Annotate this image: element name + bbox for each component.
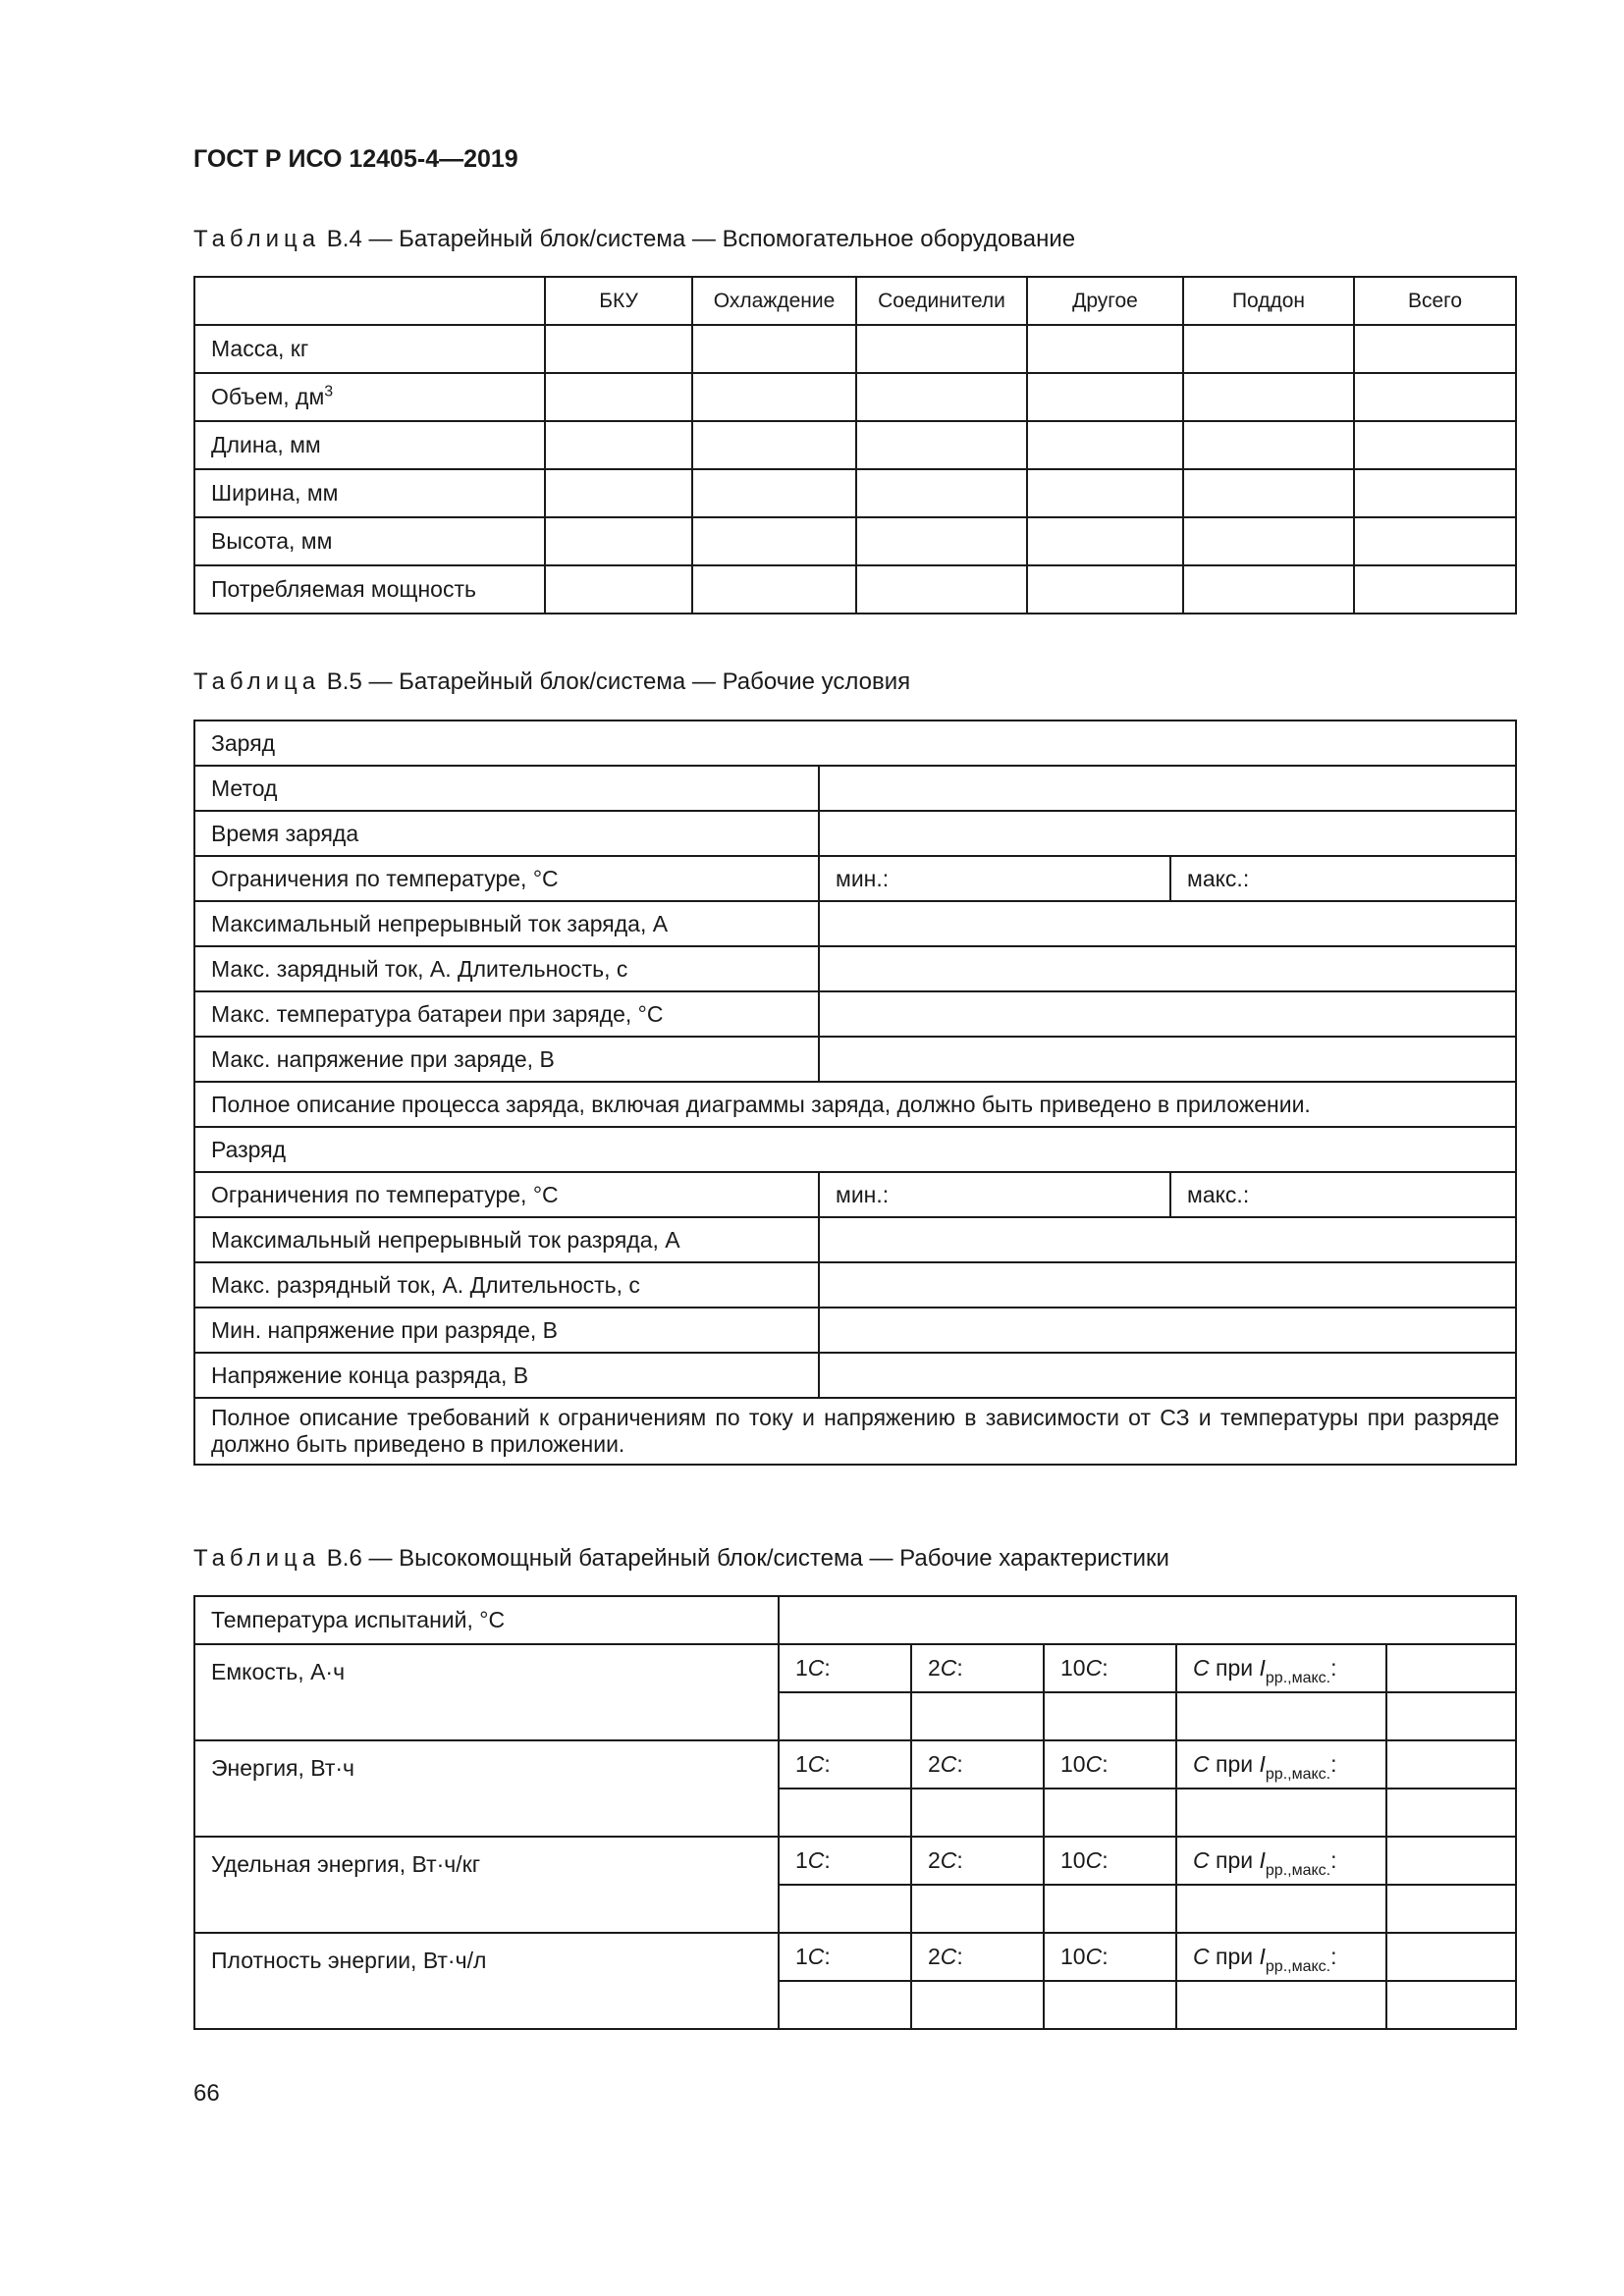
rate-cell: 2C: — [911, 1644, 1044, 1692]
rate-cell: 10C: — [1044, 1837, 1176, 1885]
empty-cell — [692, 373, 856, 421]
empty-cell — [1386, 1740, 1516, 1789]
row-label: Емкость, А·ч — [194, 1644, 779, 1740]
empty-cell — [1183, 373, 1354, 421]
empty-cell — [1183, 565, 1354, 614]
empty-cell — [1386, 1885, 1516, 1933]
table-row — [194, 1740, 1516, 1789]
document-header: ГОСТ Р ИСО 12405-4—2019 — [193, 145, 518, 173]
column-header: БКУ — [545, 277, 692, 325]
empty-cell — [856, 517, 1027, 565]
rate-cell: 1C: — [779, 1837, 911, 1885]
empty-cell — [1176, 1692, 1386, 1740]
row-label: Мин. напряжение при разряде, В — [194, 1308, 819, 1353]
empty-cell — [911, 1789, 1044, 1837]
row-label: Плотность энергии, Вт·ч/л — [194, 1933, 779, 2029]
empty-cell — [856, 373, 1027, 421]
discharge-note: Полное описание требований к ограничениям по току и напряжению в зависимости от СЗ и температуры при разряде должно быть приведено в приложении. — [194, 1398, 1516, 1465]
empty-cell — [1386, 1981, 1516, 2029]
rate-cell: 10C: — [1044, 1644, 1176, 1692]
table-row — [194, 517, 1516, 565]
empty-cell — [856, 421, 1027, 469]
empty-cell — [779, 1885, 911, 1933]
empty-cell — [856, 565, 1027, 614]
empty-cell — [1044, 1885, 1176, 1933]
empty-cell — [1354, 421, 1516, 469]
table-row — [194, 1837, 1516, 1885]
table-row — [194, 1353, 1516, 1398]
empty-cell — [1354, 325, 1516, 373]
empty-cell — [779, 1981, 911, 2029]
page-number: 66 — [193, 2080, 220, 2107]
empty-cell — [856, 325, 1027, 373]
rate-cell: 1C: — [779, 1740, 911, 1789]
table-row — [194, 565, 1516, 614]
empty-cell — [819, 1037, 1516, 1082]
table-row — [194, 373, 1516, 421]
table-row — [194, 766, 1516, 811]
table-row — [194, 991, 1516, 1037]
empty-cell — [1176, 1885, 1386, 1933]
section-heading-charge: Заряд — [194, 721, 1516, 766]
row-label: Макс. зарядный ток, А. Длительность, с — [194, 946, 819, 991]
row-label: Ограничения по температуре, °С — [194, 856, 819, 901]
empty-cell — [1027, 421, 1183, 469]
empty-cell — [1027, 373, 1183, 421]
table-row — [194, 1082, 1516, 1127]
row-label: Объем, $дм^3$ — [194, 373, 545, 421]
row-label: Температура испытаний, °С — [194, 1596, 779, 1644]
empty-cell — [545, 421, 692, 469]
table-row — [194, 1644, 1516, 1692]
empty-cell — [911, 1692, 1044, 1740]
empty-cell — [545, 469, 692, 517]
rate-cell-cmax: C при $I_{рр.,макс.}$: — [1176, 1933, 1386, 1981]
rate-cell-cmax: C при $I_{рр.,макс.}$: — [1176, 1644, 1386, 1692]
table-row — [194, 1596, 1516, 1644]
rate-cell: 2C: — [911, 1933, 1044, 1981]
rate-cell: 10C: — [1044, 1740, 1176, 1789]
rate-cell: 2C: — [911, 1837, 1044, 1885]
table-row — [194, 1127, 1516, 1172]
min-cell: мин.: — [819, 856, 1170, 901]
column-header: Другое — [1027, 277, 1183, 325]
table-b5 — [193, 720, 1517, 1466]
empty-cell — [819, 1217, 1516, 1262]
table-row — [194, 856, 1516, 901]
empty-cell — [779, 1596, 1516, 1644]
max-cell: макс.: — [1170, 1172, 1516, 1217]
empty-cell — [819, 1353, 1516, 1398]
table-row — [194, 1262, 1516, 1308]
empty-cell — [1386, 1644, 1516, 1692]
row-label: Ширина, мм — [194, 469, 545, 517]
empty-cell — [1027, 325, 1183, 373]
section-heading-discharge: Разряд — [194, 1127, 1516, 1172]
row-label: Время заряда — [194, 811, 819, 856]
empty-cell — [545, 517, 692, 565]
table-row — [194, 811, 1516, 856]
rate-cell-cmax: C при $I_{рр.,макс.}$: — [1176, 1837, 1386, 1885]
rate-cell: 1C: — [779, 1644, 911, 1692]
table-row — [194, 469, 1516, 517]
row-label: Максимальный непрерывный ток заряда, А — [194, 901, 819, 946]
column-header: Всего — [1354, 277, 1516, 325]
empty-cell — [692, 517, 856, 565]
row-label: Длина, мм — [194, 421, 545, 469]
empty-cell — [1386, 1837, 1516, 1885]
row-label: Ограничения по температуре, °С — [194, 1172, 819, 1217]
row-label: Макс. напряжение при заряде, В — [194, 1037, 819, 1082]
empty-cell — [819, 766, 1516, 811]
table-row — [194, 901, 1516, 946]
empty-cell — [1044, 1789, 1176, 1837]
empty-cell — [819, 1308, 1516, 1353]
rate-cell: 10C: — [1044, 1933, 1176, 1981]
table-row — [194, 1933, 1516, 1981]
empty-cell — [1354, 517, 1516, 565]
empty-cell — [1176, 1981, 1386, 2029]
empty-cell — [1183, 469, 1354, 517]
rate-cell: 1C: — [779, 1933, 911, 1981]
table-row — [194, 1172, 1516, 1217]
table-row — [194, 325, 1516, 373]
empty-cell — [1354, 565, 1516, 614]
row-label: Высота, мм — [194, 517, 545, 565]
empty-cell — [692, 565, 856, 614]
table-header-row — [194, 277, 1516, 325]
empty-cell — [819, 946, 1516, 991]
table-row — [194, 721, 1516, 766]
row-label: Энергия, Вт·ч — [194, 1740, 779, 1837]
empty-cell — [1027, 469, 1183, 517]
table-b5-caption: Таблица В.5 — Батарейный блок/система — Рабочие условия — [193, 668, 911, 695]
empty-cell — [1176, 1789, 1386, 1837]
column-header: Охлаждение — [692, 277, 856, 325]
row-label: Макс. разрядный ток, А. Длительность, с — [194, 1262, 819, 1308]
charge-note: Полное описание процесса заряда, включая диаграммы заряда, должно быть приведено в приложении. — [194, 1082, 1516, 1127]
table-row — [194, 1037, 1516, 1082]
row-label: Потребляемая мощность — [194, 565, 545, 614]
table-b4 — [193, 276, 1517, 614]
empty-cell — [1354, 373, 1516, 421]
empty-cell — [819, 811, 1516, 856]
row-label: Макс. температура батареи при заряде, °С — [194, 991, 819, 1037]
row-label: Масса, кг — [194, 325, 545, 373]
empty-cell — [856, 469, 1027, 517]
empty-cell — [1386, 1692, 1516, 1740]
empty-cell — [1386, 1933, 1516, 1981]
column-header: Соединители — [856, 277, 1027, 325]
empty-cell — [779, 1789, 911, 1837]
min-cell: мин.: — [819, 1172, 1170, 1217]
empty-cell — [1027, 517, 1183, 565]
empty-cell — [1354, 469, 1516, 517]
empty-cell — [779, 1692, 911, 1740]
rate-cell-cmax: C при $I_{рр.,макс.}$: — [1176, 1740, 1386, 1789]
column-header: Поддон — [1183, 277, 1354, 325]
table-row — [194, 1217, 1516, 1262]
empty-cell — [1044, 1981, 1176, 2029]
empty-cell — [1386, 1789, 1516, 1837]
empty-cell — [545, 373, 692, 421]
row-label: Метод — [194, 766, 819, 811]
empty-cell — [819, 991, 1516, 1037]
empty-cell — [692, 325, 856, 373]
table-b6 — [193, 1595, 1517, 2030]
empty-cell — [819, 1262, 1516, 1308]
empty-cell — [1027, 565, 1183, 614]
empty-cell — [1183, 325, 1354, 373]
column-header — [194, 277, 545, 325]
empty-cell — [692, 469, 856, 517]
table-b6-caption: Таблица В.6 — Высокомощный батарейный блок/система — Рабочие характеристики — [193, 1545, 1169, 1572]
table-row — [194, 946, 1516, 991]
empty-cell — [819, 901, 1516, 946]
table-row — [194, 1398, 1516, 1465]
empty-cell — [545, 565, 692, 614]
empty-cell — [1044, 1692, 1176, 1740]
table-b4-caption: Таблица В.4 — Батарейный блок/система — Вспомогательное оборудование — [193, 226, 1076, 252]
empty-cell — [1183, 517, 1354, 565]
row-label: Напряжение конца разряда, В — [194, 1353, 819, 1398]
rate-cell: 2C: — [911, 1740, 1044, 1789]
empty-cell — [911, 1885, 1044, 1933]
empty-cell — [692, 421, 856, 469]
empty-cell — [1183, 421, 1354, 469]
empty-cell — [545, 325, 692, 373]
row-label: Удельная энергия, Вт·ч/кг — [194, 1837, 779, 1933]
empty-cell — [911, 1981, 1044, 2029]
table-row — [194, 1308, 1516, 1353]
row-label: Максимальный непрерывный ток разряда, А — [194, 1217, 819, 1262]
max-cell: макс.: — [1170, 856, 1516, 901]
table-row — [194, 421, 1516, 469]
